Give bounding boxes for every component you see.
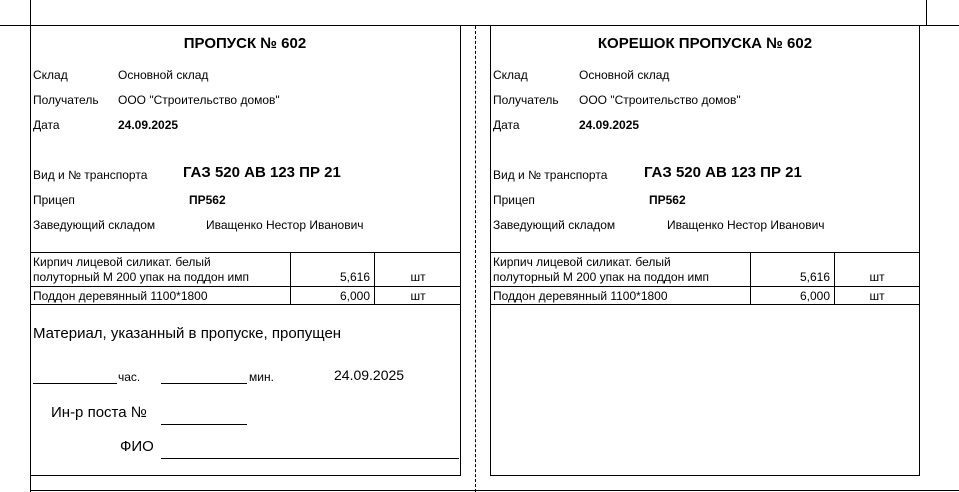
left-item-2-qty: 6,000 <box>339 289 370 303</box>
left-recipient-value: ООО "Строительство домов" <box>118 93 280 107</box>
left-date-value: 24.09.2025 <box>118 118 179 132</box>
right-trailer-label: Прицеп <box>493 193 535 207</box>
left-trailer-value: ПР562 <box>189 193 226 207</box>
sheet-right-border <box>926 0 927 26</box>
left-hour-label: час. <box>118 370 141 384</box>
left-item-1-name-line2: полуторный М 200 упак на поддон имп <box>33 270 249 284</box>
right-table-row-sep <box>490 286 920 287</box>
right-transport-label: Вид и № транспорта <box>493 168 608 182</box>
sheet-top-border <box>0 25 959 26</box>
right-table-top <box>490 252 920 253</box>
right-recipient-value: ООО "Строительство домов" <box>579 93 741 107</box>
right-table-bottom <box>490 304 920 305</box>
left-table-top <box>30 252 461 253</box>
left-pass-title: ПРОПУСК № 602 <box>183 35 307 52</box>
left-item-2-unit: шт <box>410 289 426 303</box>
left-item-1-unit: шт <box>410 270 426 284</box>
left-transport-label: Вид и № транспорта <box>33 168 148 182</box>
right-table-col2 <box>834 252 835 304</box>
left-warehouse-label: Склад <box>33 68 68 82</box>
right-recipient-label: Получатель <box>493 93 559 107</box>
right-trailer-value: ПР562 <box>649 193 686 207</box>
left-post-label: Ин-р поста № <box>51 404 147 421</box>
right-date-label: Дата <box>493 118 520 132</box>
right-stub-right-border <box>919 26 920 476</box>
right-manager-value: Иващенко Нестор Иванович <box>667 218 825 232</box>
left-table-bottom <box>30 304 461 305</box>
left-pass-right-border <box>460 26 461 476</box>
right-item-2-unit: шт <box>869 289 885 303</box>
left-passed-text: Материал, указанный в пропуске, пропущен <box>33 325 342 342</box>
left-recipient-label: Получатель <box>33 93 99 107</box>
right-table-col1 <box>750 252 751 304</box>
right-item-1-unit: шт <box>869 270 885 284</box>
right-item-2-name: Поддон деревянный 1100*1800 <box>493 289 668 303</box>
right-stub-title: КОРЕШОК ПРОПУСКА № 602 <box>597 35 813 52</box>
left-post-blank <box>161 424 247 425</box>
left-min-blank <box>161 383 247 384</box>
left-item-1-name-line1: Кирпич лицевой силикат. белый <box>33 255 211 269</box>
left-date-label: Дата <box>33 118 60 132</box>
left-item-1-qty: 5,616 <box>339 270 370 284</box>
left-transport-value: ГАЗ 520 АВ 123 ПР 21 <box>183 164 341 181</box>
right-transport-value: ГАЗ 520 АВ 123 ПР 21 <box>644 164 802 181</box>
left-trailer-label: Прицеп <box>33 193 75 207</box>
left-table-row-sep <box>30 286 461 287</box>
left-min-label: мин. <box>249 370 274 384</box>
right-date-value: 24.09.2025 <box>579 118 640 132</box>
sheet-left-border <box>30 0 31 492</box>
left-manager-value: Иващенко Нестор Иванович <box>206 218 364 232</box>
right-warehouse-value: Основной склад <box>579 68 670 82</box>
left-pass-date: 24.09.2025 <box>334 367 405 383</box>
right-manager-label: Заведующий складом <box>493 218 616 232</box>
right-item-1-qty: 5,616 <box>799 270 830 284</box>
left-hour-blank <box>33 383 117 384</box>
right-stub-left-border <box>490 26 491 476</box>
right-item-1-name-line2: полуторный М 200 упак на поддон имп <box>493 270 709 284</box>
right-item-2-qty: 6,000 <box>799 289 830 303</box>
left-warehouse-value: Основной склад <box>118 68 209 82</box>
left-item-2-name: Поддон деревянный 1100*1800 <box>33 289 208 303</box>
right-warehouse-label: Склад <box>493 68 528 82</box>
left-manager-label: Заведующий складом <box>33 218 156 232</box>
left-pass-bottom-border <box>30 475 461 476</box>
cut-line <box>475 26 476 492</box>
sheet-bottom-border <box>30 490 959 491</box>
left-table-col1 <box>290 252 291 304</box>
left-fio-blank <box>161 458 459 459</box>
left-fio-label: ФИО <box>120 438 154 455</box>
left-table-col2 <box>374 252 375 304</box>
right-item-1-name-line1: Кирпич лицевой силикат. белый <box>493 255 671 269</box>
right-stub-bottom-border <box>490 475 920 476</box>
